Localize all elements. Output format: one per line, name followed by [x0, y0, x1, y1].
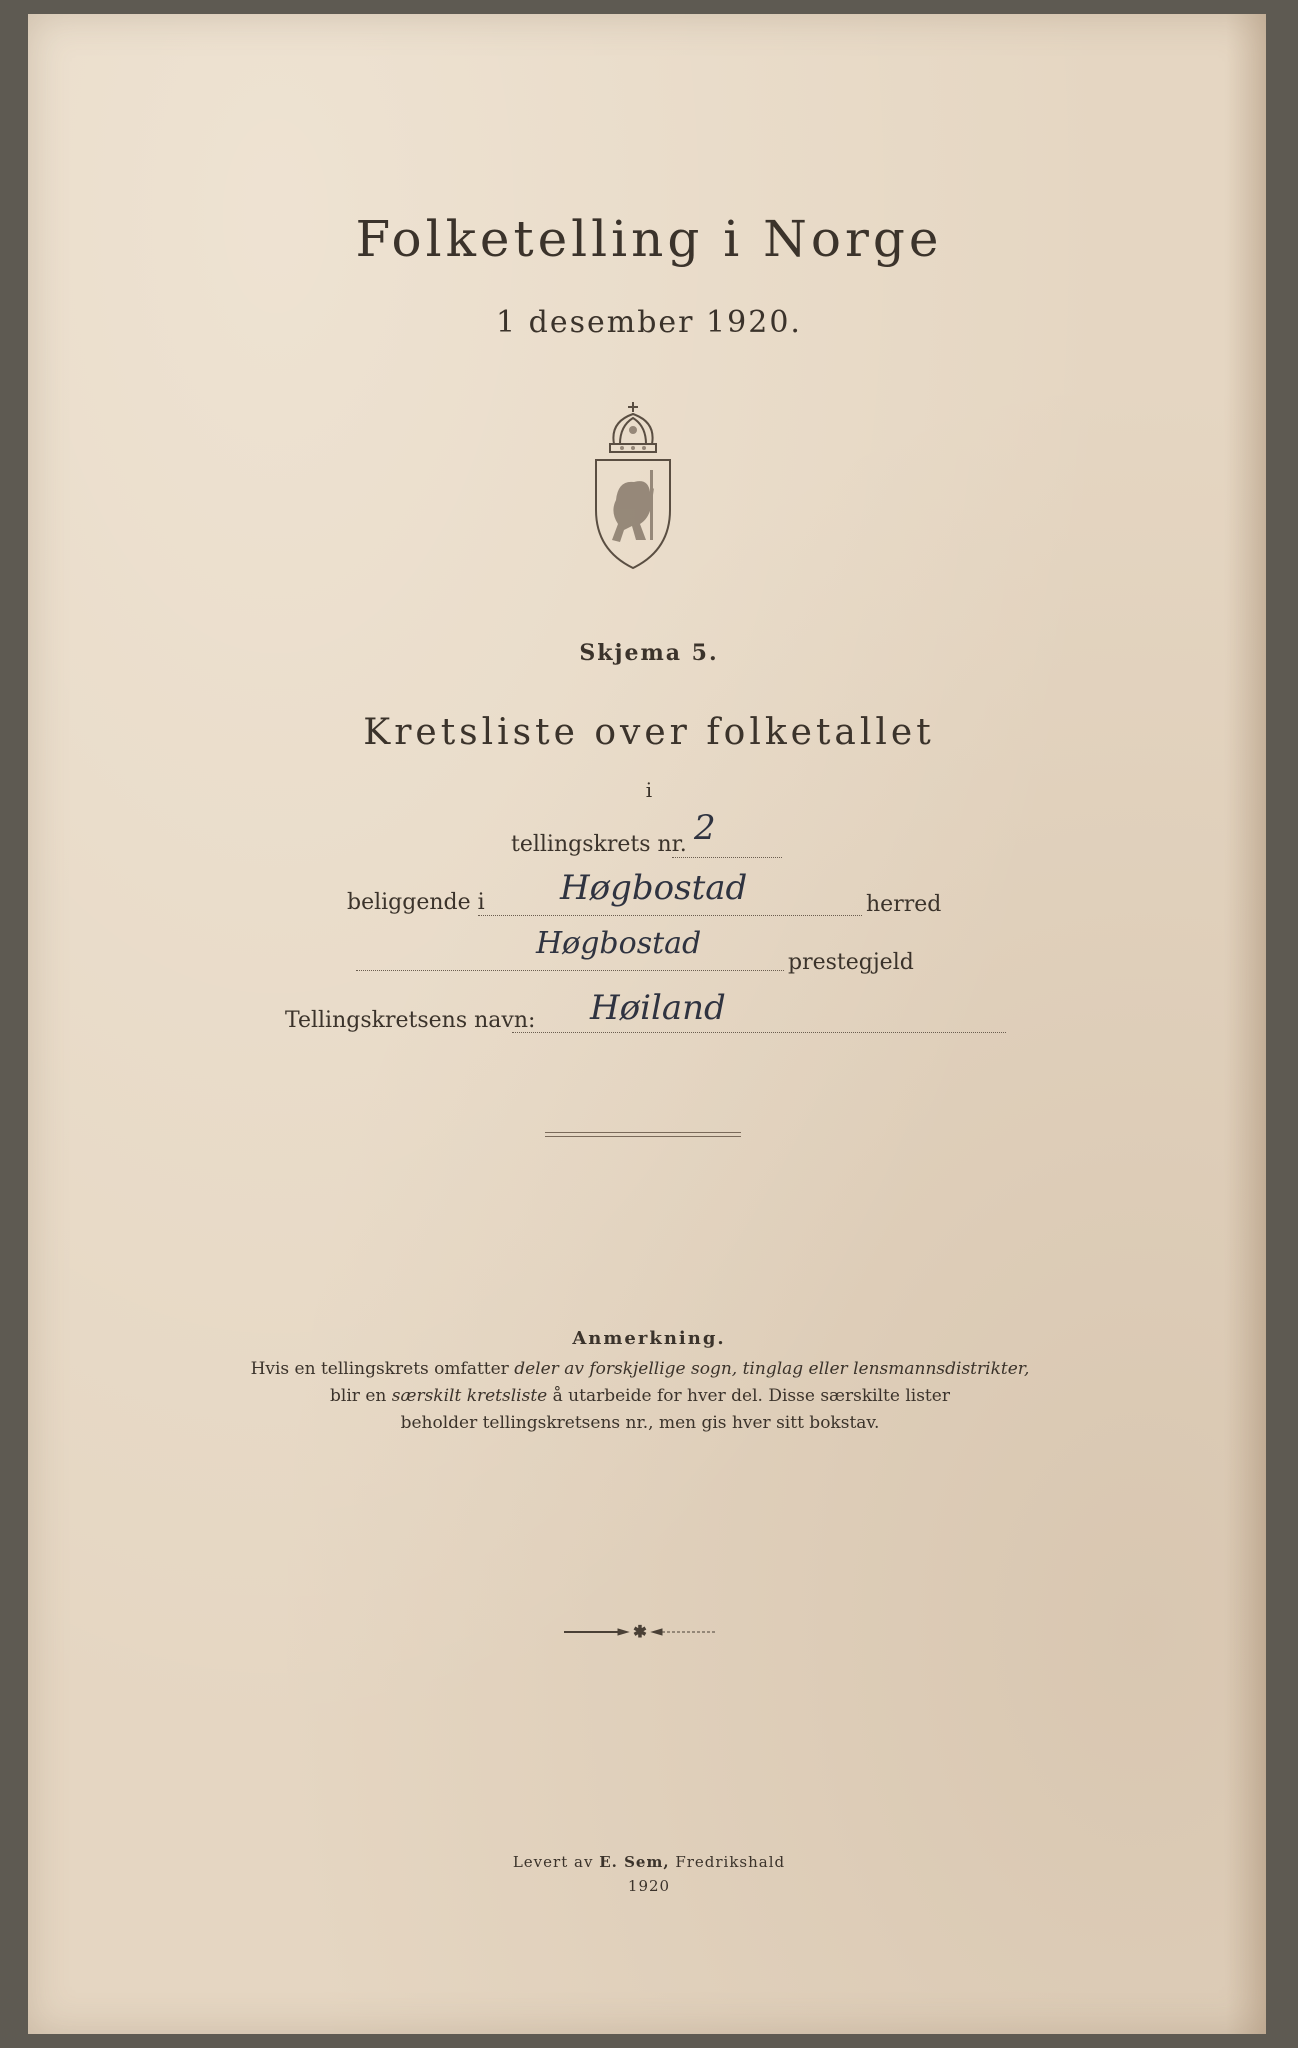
- prestegjeld-label: prestegjeld: [788, 950, 914, 975]
- page-title: Folketelling i Norge: [355, 210, 943, 268]
- printer-imprint: [0, 1850, 1298, 1898]
- district-number-value: 2: [694, 808, 716, 848]
- district-number-line: [672, 857, 782, 858]
- remark-text: Hvis en tellingskrets omfatter: [250, 1359, 515, 1379]
- svg-text:✱: ✱: [633, 1624, 647, 1640]
- preposition-label: i: [645, 778, 653, 802]
- district-name-value: Høiland: [590, 988, 726, 1028]
- remark-emphasis: deler av forskjellige sogn, tinglag eller lensmannsdistrikter,: [514, 1359, 1030, 1379]
- remark-text: å utarbeide for hver del. Disse særskilte lister: [547, 1386, 950, 1406]
- divider-line: [545, 1136, 741, 1137]
- district-name-label: Tellingskretsens navn:: [285, 1008, 536, 1033]
- remark-text: blir en: [330, 1386, 392, 1406]
- district-number-label: tellingskrets nr.: [511, 832, 687, 857]
- located-value: Høgbostad: [560, 868, 748, 908]
- printer-line: [0, 1850, 1298, 1874]
- printer-year: 1920: [627, 1877, 671, 1895]
- schema-label: Skjema 5.: [579, 640, 719, 666]
- herred-label: herred: [866, 892, 942, 917]
- divider-line: [545, 1132, 741, 1133]
- parish-line: [356, 970, 784, 971]
- district-name-line: [512, 1032, 1006, 1033]
- remark-line-1: [180, 1356, 1100, 1383]
- remark-heading: Anmerkning.: [572, 1328, 726, 1349]
- census-date: 1 desember 1920.: [496, 305, 802, 340]
- located-label: beliggende i: [347, 890, 485, 915]
- printer-name: E. Sem,: [599, 1853, 670, 1871]
- printer-city: Fredrikshald: [669, 1853, 786, 1871]
- parish-value: Høgbostad: [536, 926, 702, 961]
- remark-line-3: beholder tellingskretsens nr., men gis hver sitt bokstav.: [400, 1413, 880, 1433]
- coat-of-arms-icon: [590, 400, 676, 572]
- remark-line-2: [180, 1383, 1100, 1410]
- remark-emphasis: særskilt kretsliste: [391, 1386, 548, 1406]
- located-line: [478, 915, 862, 916]
- form-heading: Kretsliste over folketallet: [363, 712, 935, 753]
- printer-text: Levert av: [512, 1853, 600, 1871]
- ornament-divider-icon: [560, 1624, 720, 1640]
